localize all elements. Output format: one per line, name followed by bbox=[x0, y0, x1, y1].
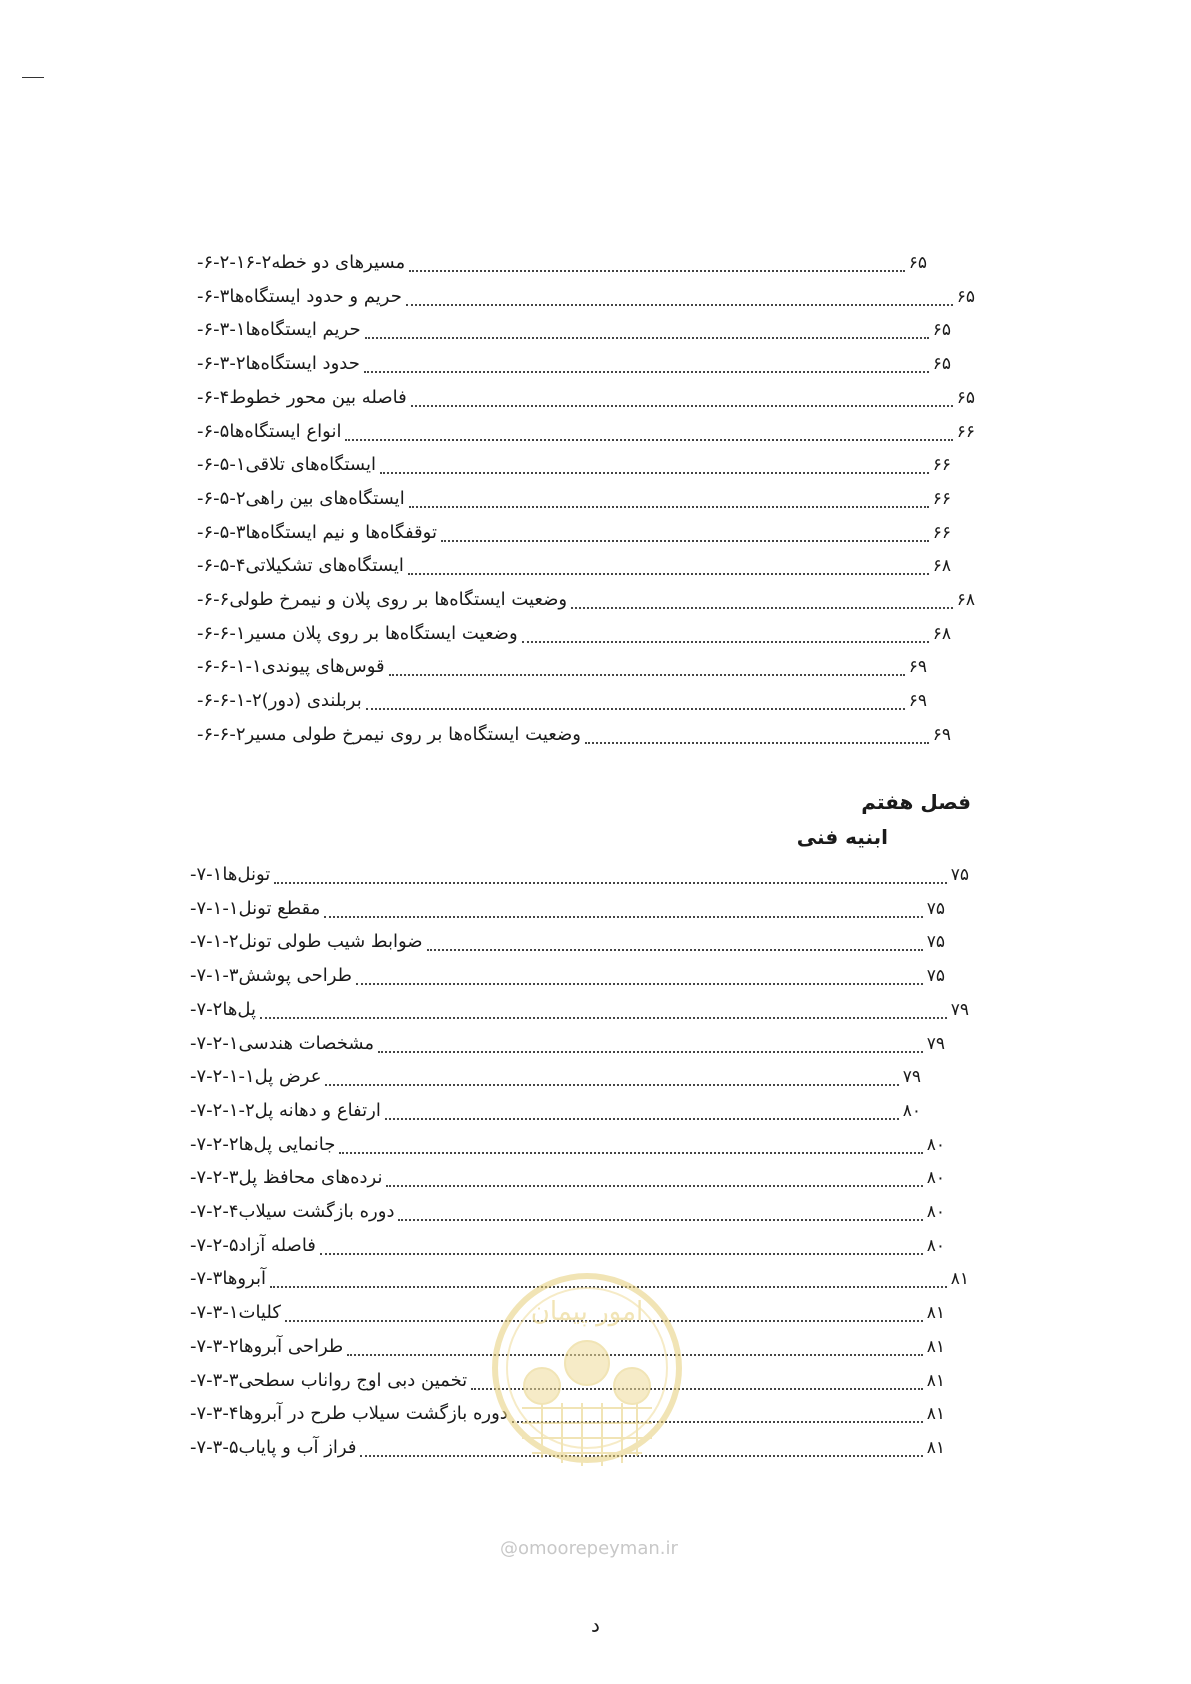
page-number: د bbox=[591, 1613, 600, 1637]
toc-entry-title: حدود ایستگاه‌ها bbox=[245, 353, 360, 375]
toc-entry-title: تخمین دبی اوج رواناب سطحی bbox=[238, 1369, 468, 1391]
toc-entry-page: ۷۹ bbox=[926, 1033, 945, 1054]
toc-entry-number: ۶-۵-۱- bbox=[197, 454, 246, 476]
toc-entry[interactable] bbox=[186, 1096, 921, 1126]
toc-entry-number: ۶-۶-۱- bbox=[197, 622, 246, 644]
dot-leader bbox=[356, 983, 923, 985]
seal-text: امور پیمان bbox=[530, 1297, 644, 1327]
toc-entry-number: ۷-۳-۱- bbox=[190, 1302, 239, 1324]
toc-entry[interactable] bbox=[193, 585, 975, 615]
toc-entry[interactable] bbox=[193, 315, 951, 345]
toc-entry-title: ایستگاه‌های بین راهی bbox=[245, 487, 405, 509]
toc-entry-page: ۸۱ bbox=[926, 1404, 945, 1425]
dot-leader bbox=[345, 439, 952, 441]
dot-leader bbox=[325, 1084, 898, 1086]
toc-entry[interactable] bbox=[193, 484, 951, 514]
dot-leader bbox=[408, 573, 929, 575]
toc-entry-page: ۸۰ bbox=[926, 1235, 945, 1256]
dot-leader bbox=[324, 916, 922, 918]
toc-entry-title: طراحی پوشش bbox=[238, 965, 352, 987]
toc-entry[interactable] bbox=[193, 282, 975, 312]
toc-entry-page: ۶۸ bbox=[956, 590, 975, 610]
toc-entry-number: ۷-۲- bbox=[190, 998, 223, 1020]
toc-entry-title: جانمایی پل‌ها bbox=[238, 1133, 336, 1155]
toc-entry-number: ۶-۶-۱-۲- bbox=[197, 690, 262, 712]
toc-entry-title: دوره بازگشت سیلاب bbox=[238, 1201, 395, 1222]
toc-entry-number: ۶-۲-۱۶-۲- bbox=[197, 252, 272, 273]
dot-leader bbox=[260, 1017, 947, 1019]
toc-entry-number: ۷-۲-۱-۱- bbox=[190, 1066, 255, 1088]
toc-entry-page: ۶۶ bbox=[932, 522, 951, 543]
dot-leader bbox=[364, 371, 929, 373]
dot-leader bbox=[441, 540, 929, 542]
toc-entry-number: ۶-۵-۴- bbox=[197, 555, 246, 577]
toc-entry-page: ۷۹ bbox=[902, 1067, 921, 1088]
toc-entry-title: کلیات bbox=[238, 1302, 281, 1324]
toc-entry-title: مسیرهای دو خطه bbox=[271, 252, 406, 273]
dot-leader bbox=[385, 1118, 899, 1120]
toc-entry-number: ۷-۲-۴- bbox=[190, 1201, 239, 1222]
toc-entry-page: ۸۰ bbox=[902, 1100, 921, 1121]
toc-entry[interactable] bbox=[193, 686, 927, 716]
toc-entry-page: ۸۰ bbox=[926, 1168, 945, 1189]
dot-leader bbox=[406, 304, 953, 306]
dot-leader bbox=[409, 270, 905, 272]
toc-entry-page: ۶۵ bbox=[932, 320, 951, 341]
toc-entry-page: ۶۶ bbox=[932, 488, 951, 509]
dot-leader bbox=[411, 405, 953, 407]
toc-entry-number: ۷-۲-۵- bbox=[190, 1234, 239, 1256]
toc-entry-number: ۷-۲-۱- bbox=[190, 1032, 239, 1054]
toc-entry-page: ۶۵ bbox=[956, 286, 975, 307]
toc-entry-page: ۶۹ bbox=[908, 691, 927, 712]
toc-entry[interactable] bbox=[186, 1197, 945, 1227]
toc-entry[interactable] bbox=[186, 961, 945, 991]
toc-entry-title: مشخصات هندسی bbox=[238, 1032, 375, 1054]
toc-entry-title: دوره بازگشت سیلاب طرح در آبروها bbox=[238, 1403, 508, 1425]
toc-entry-number: ۷-۲-۳- bbox=[190, 1167, 239, 1189]
toc-entry-title: مقطع تونل bbox=[238, 897, 321, 919]
toc-entry-number: ۷-۳-۲- bbox=[190, 1335, 239, 1357]
toc-entry-number: ۶-۳-۲- bbox=[197, 353, 246, 375]
toc-entry-title: قوس‌های پیوندی bbox=[261, 656, 385, 678]
toc-entry[interactable] bbox=[186, 927, 945, 957]
toc-entry-page: ۶۹ bbox=[932, 724, 951, 745]
toc-entry-number: ۶-۳- bbox=[197, 285, 230, 307]
toc-entry[interactable] bbox=[193, 720, 951, 750]
toc-entry-page: ۷۹ bbox=[950, 999, 969, 1020]
toc-entry-page: ۶۶ bbox=[956, 421, 975, 442]
toc-entry-number: ۶-۵- bbox=[197, 420, 230, 442]
toc-entry[interactable] bbox=[186, 1062, 921, 1092]
toc-entry-title: فراز آب و پایاب bbox=[238, 1436, 357, 1458]
toc-entry-number: ۶-۵-۲- bbox=[197, 487, 246, 509]
watermark-url: @omoorepeyman.ir bbox=[500, 1538, 678, 1559]
toc-entry-title: بربلندی (دور) bbox=[261, 690, 362, 712]
dot-leader bbox=[320, 1253, 923, 1255]
watermark-seal bbox=[487, 1268, 687, 1478]
dot-leader bbox=[522, 641, 929, 643]
toc-entry-page: ۸۱ bbox=[950, 1269, 969, 1290]
toc-entry-title: آبروها bbox=[222, 1268, 266, 1290]
toc-entry[interactable] bbox=[193, 248, 927, 278]
dot-leader bbox=[378, 1051, 923, 1053]
toc-entry-page: ۸۱ bbox=[926, 1336, 945, 1357]
dot-leader bbox=[386, 1185, 922, 1187]
toc-entry-title: وضعیت ایستگاه‌ها بر روی نیمرخ طولی مسیر bbox=[245, 723, 581, 745]
chapter-label: فصل هفتم bbox=[861, 790, 971, 814]
dot-leader bbox=[427, 949, 923, 951]
toc-entry-page: ۸۱ bbox=[926, 1303, 945, 1324]
toc-entry-number: ۷-۱-۳- bbox=[190, 965, 239, 987]
dot-leader bbox=[389, 674, 905, 676]
toc-entry-title: حریم و حدود ایستگاه‌ها bbox=[229, 285, 402, 307]
toc-entry-title: ارتفاع و دهانه پل bbox=[254, 1099, 381, 1121]
dot-leader bbox=[339, 1152, 922, 1154]
dot-leader bbox=[365, 337, 929, 339]
toc-entry-page: ۷۵ bbox=[926, 966, 945, 987]
toc-entry-title: فاصله آزاد bbox=[238, 1234, 316, 1256]
toc-entry-title: انواع ایستگاه‌ها bbox=[229, 420, 342, 442]
toc-entry-title: عرض پل bbox=[254, 1066, 322, 1088]
toc-entry[interactable] bbox=[193, 652, 927, 682]
toc-entry-number: ۶-۶-۲- bbox=[197, 723, 246, 745]
dot-leader bbox=[571, 607, 953, 609]
dot-leader bbox=[366, 708, 905, 710]
dot-leader bbox=[585, 742, 929, 744]
toc-entry-number: ۶-۶- bbox=[197, 589, 230, 610]
toc-entry[interactable] bbox=[186, 894, 945, 924]
toc-entry-title: تونل‌ها bbox=[222, 864, 271, 885]
toc-entry-number: ۷-۱-۲- bbox=[190, 931, 239, 953]
dot-leader bbox=[274, 882, 946, 884]
toc-entry-number: ۷-۳-۵- bbox=[190, 1436, 239, 1458]
toc-entry-number: ۷-۲-۲- bbox=[190, 1133, 239, 1155]
toc-entry[interactable] bbox=[193, 349, 951, 379]
toc-entry-page: ۶۵ bbox=[908, 253, 927, 273]
toc-entry-title: وضعیت ایستگاه‌ها بر روی پلان و نیمرخ طولی bbox=[229, 589, 568, 610]
toc-entry-title: ایستگاه‌های تشکیلاتی bbox=[245, 555, 404, 577]
toc-entry-title: پل‌ها bbox=[222, 998, 256, 1020]
toc-entry-page: ۸۱ bbox=[926, 1370, 945, 1391]
toc-entry-page: ۷۵ bbox=[926, 932, 945, 953]
toc-entry-number: ۶-۵-۳- bbox=[197, 521, 246, 543]
toc-entry-number: ۶-۴- bbox=[197, 386, 230, 408]
toc-entry-title: توقفگاه‌ها و نیم ایستگاه‌ها bbox=[245, 521, 437, 543]
dot-leader bbox=[409, 506, 929, 508]
toc-entry[interactable] bbox=[186, 1163, 945, 1193]
toc-entry-page: ۶۸ bbox=[932, 623, 951, 644]
toc-entry-number: ۷-۳-۳- bbox=[190, 1369, 239, 1391]
toc-entry-page: ۶۸ bbox=[932, 556, 951, 577]
toc-entry-title: وضعیت ایستگاه‌ها بر روی پلان مسیر bbox=[245, 622, 518, 644]
toc-entry-page: ۷۵ bbox=[950, 865, 969, 885]
toc-entry-number: ۶-۳-۱- bbox=[197, 319, 246, 341]
toc-entry[interactable] bbox=[186, 1130, 945, 1160]
toc-entry-page: ۶۵ bbox=[956, 387, 975, 408]
toc-entry-number: ۷-۳- bbox=[190, 1268, 223, 1290]
toc-entry[interactable] bbox=[186, 995, 969, 1025]
toc-entry[interactable] bbox=[193, 619, 951, 649]
toc-entry[interactable] bbox=[193, 450, 951, 480]
chapter-title: ابنیه فنی bbox=[796, 825, 888, 849]
toc-entry-number: ۷-۳-۴- bbox=[190, 1403, 239, 1425]
toc-entry[interactable] bbox=[193, 383, 975, 413]
toc-entry[interactable] bbox=[186, 860, 969, 890]
toc-entry[interactable] bbox=[186, 1231, 945, 1261]
toc-entry-page: ۶۹ bbox=[908, 657, 927, 678]
toc-entry-number: ۷-۲-۱-۲- bbox=[190, 1099, 255, 1121]
toc-entry-page: ۸۰ bbox=[926, 1134, 945, 1155]
toc-entry-number: ۶-۶-۱-۱- bbox=[197, 656, 262, 678]
toc-entry-title: ایستگاه‌های تلاقی bbox=[245, 454, 376, 476]
toc-entry-title: نرده‌های محافظ پل bbox=[238, 1167, 383, 1189]
toc-entry-page: ۷۵ bbox=[926, 898, 945, 919]
dot-leader bbox=[398, 1219, 922, 1221]
toc-entry-page: ۸۱ bbox=[926, 1437, 945, 1458]
dot-leader bbox=[380, 472, 929, 474]
toc-entry-page: ۶۶ bbox=[932, 455, 951, 476]
toc-entry-page: ۶۵ bbox=[932, 354, 951, 375]
toc-entry-number: ۷-۱-۱- bbox=[190, 897, 239, 919]
toc-entry[interactable] bbox=[193, 518, 951, 548]
toc-entry[interactable] bbox=[193, 551, 951, 581]
toc-entry-title: ضوابط شیب طولی تونل bbox=[238, 931, 423, 953]
toc-entry[interactable] bbox=[193, 417, 975, 447]
toc-entry-title: حریم ایستگاه‌ها bbox=[245, 319, 361, 341]
toc-entry-title: فاصله بین محور خطوط bbox=[229, 386, 407, 408]
toc-entry[interactable] bbox=[186, 1029, 945, 1059]
toc-entry-page: ۸۰ bbox=[926, 1202, 945, 1222]
toc-entry-number: ۷-۱- bbox=[190, 864, 223, 885]
toc-entry-title: طراحی آبروها bbox=[238, 1335, 344, 1357]
